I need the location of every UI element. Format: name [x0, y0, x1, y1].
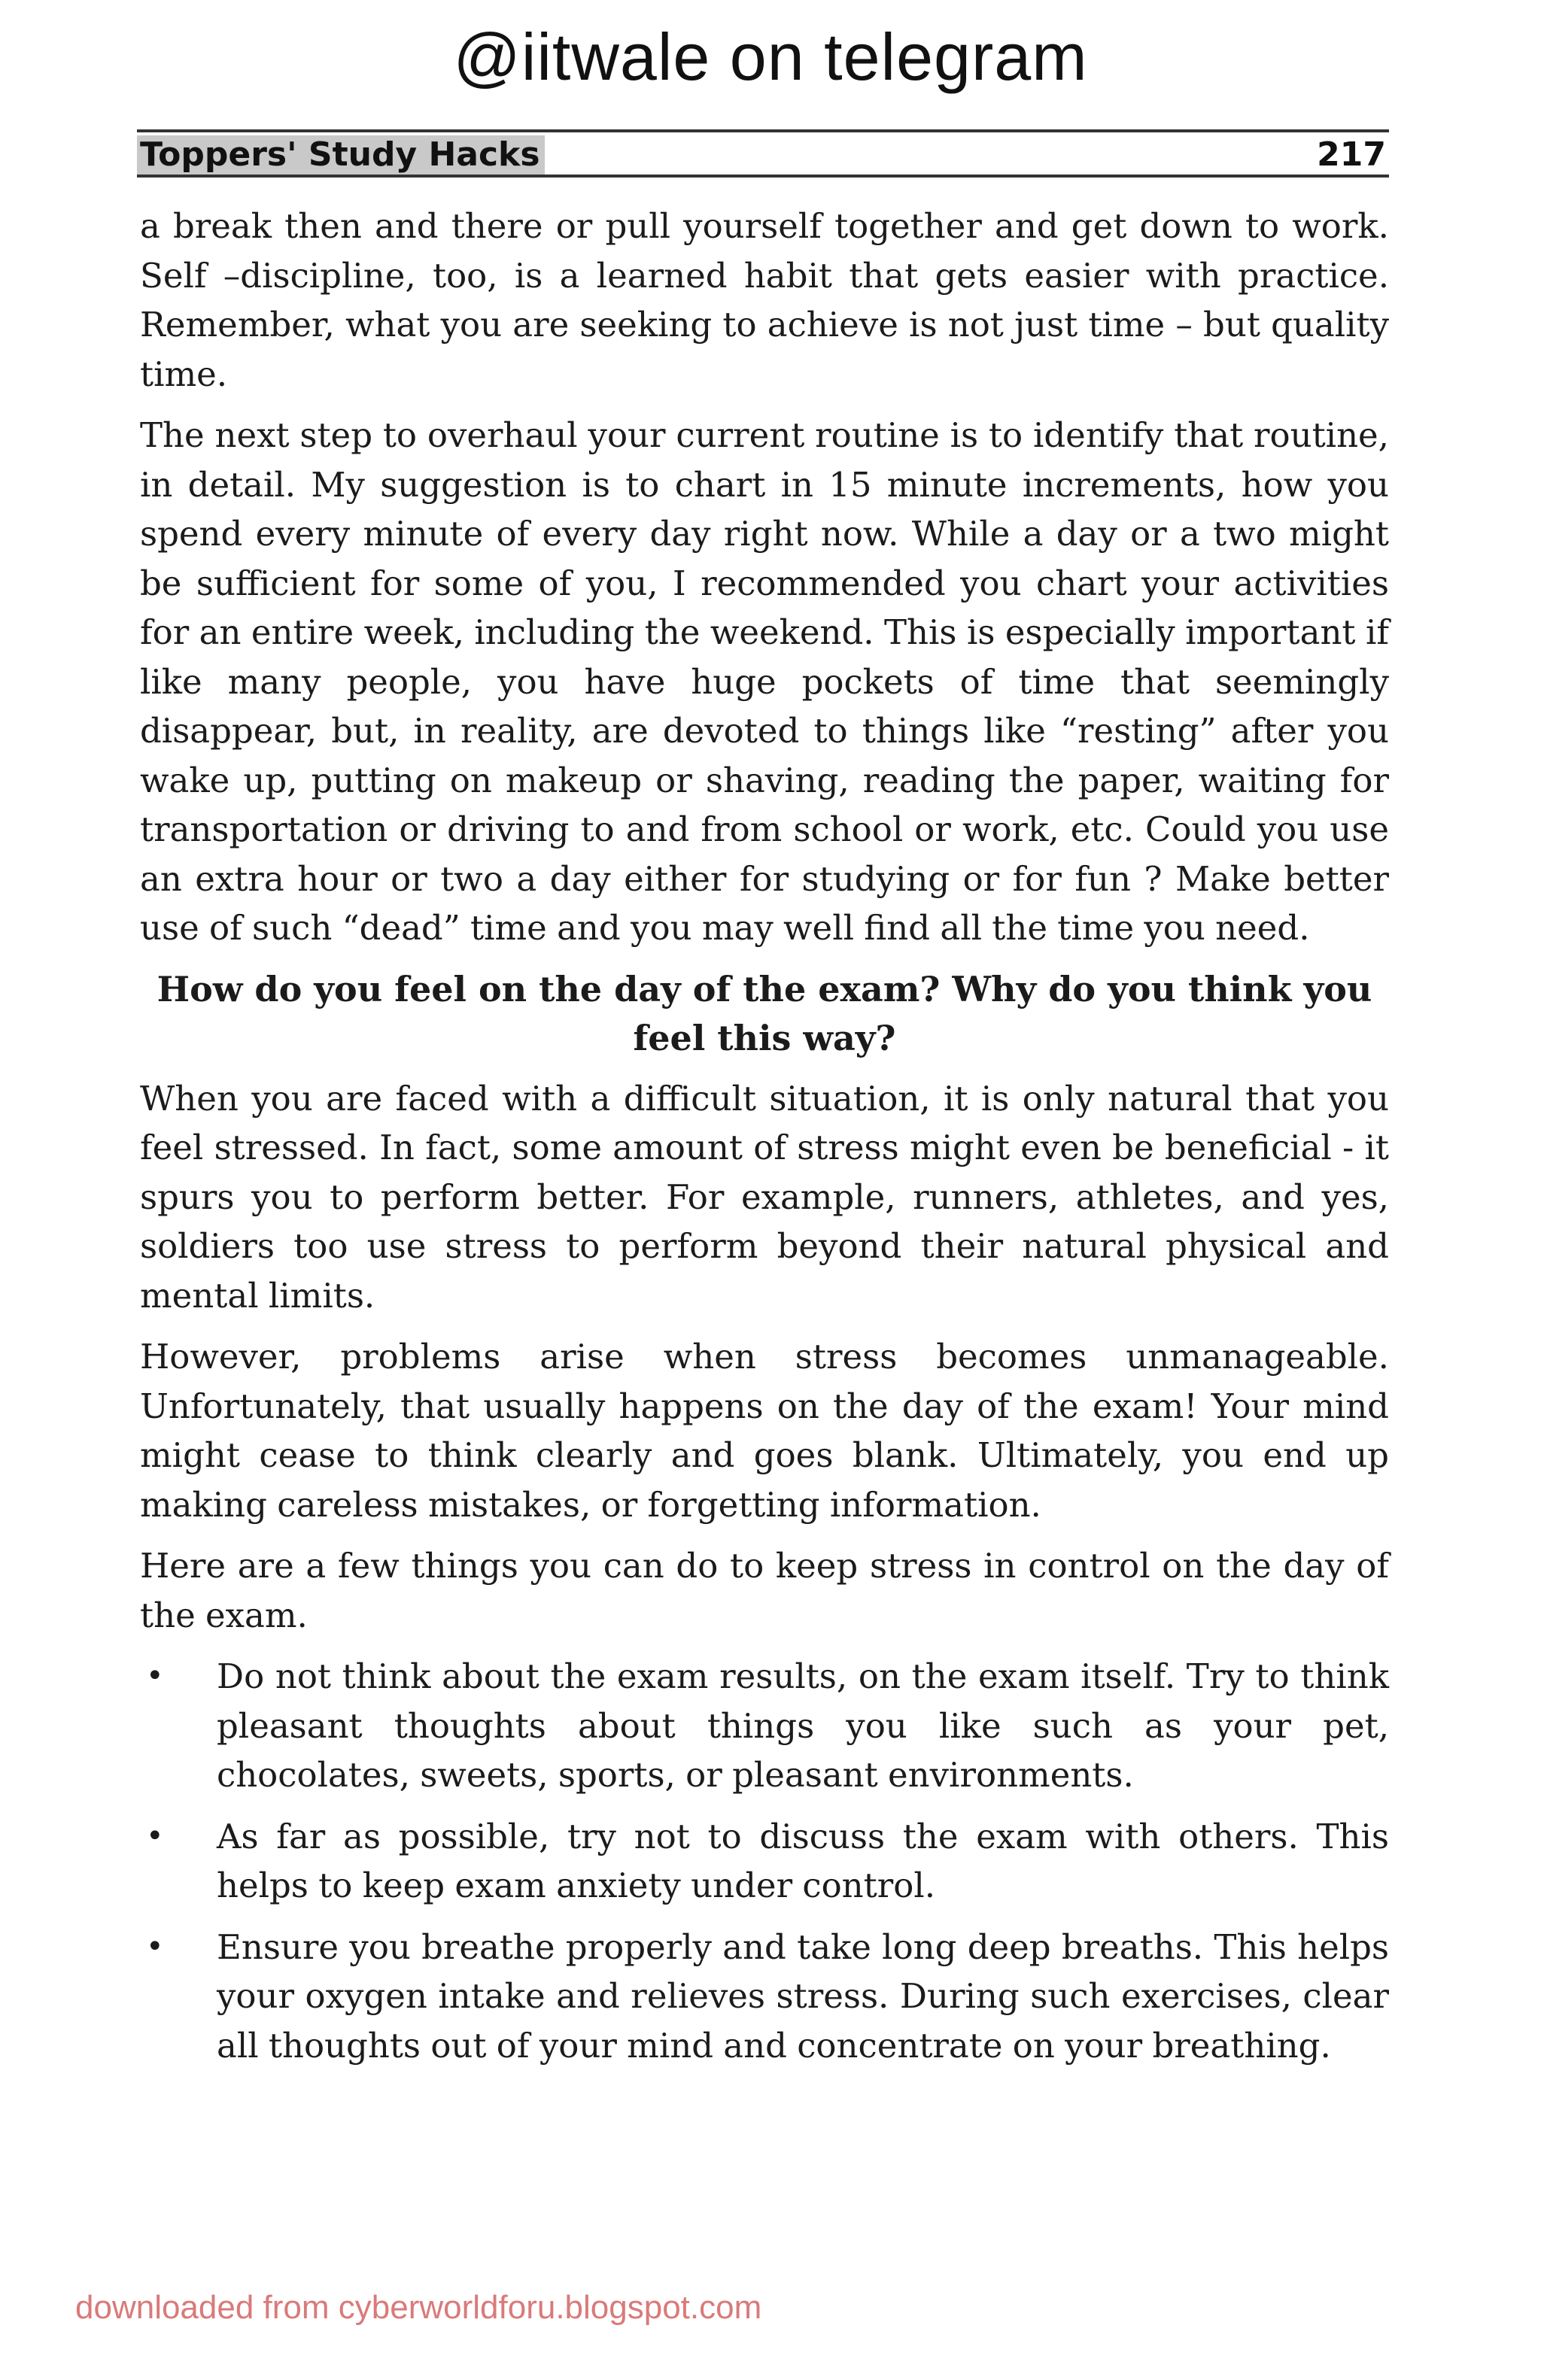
list-item-text: Do not think about the exam results, on the exam itself. Try to think pleasant thoughts about things you like such as your pet, chocolates, sweets, sports, or pleasant environments.: [217, 1656, 1389, 1795]
paragraph: The next step to overhaul your current routine is to identify that routine, in detail. My suggestion is to chart in 15 minute increments, how you spend every minute of every day right now. While a day or a two might be sufficient for some of you, I recommended you chart your activities for an entire week, including the weekend. This is especially important if like many people, you have huge pockets of time that seemingly disappear, but, in reality, are devoted to things like “resting” after you wake up, putting on makeup or shaving, reading the paper, waiting for transportation or driving to and from school or work, etc. Could you use an extra hour or two a day either for studying or for fun ? Make better use of such “dead” time and you may well find all the time you need.: [140, 415, 1389, 948]
paragraph: When you are faced with a difficult situation, it is only natural that you feel stressed. In fact, some amount of stress might even be beneficial - it spurs you to perform better. For example, runners, athletes, and yes, soldiers too use stress to perform beyond their natural physical and mental limits.: [140, 1078, 1389, 1316]
bullet-icon: •: [146, 1818, 164, 1853]
bullet-icon: •: [146, 1929, 164, 1964]
paragraph: Here are a few things you can do to keep stress in control on the day of the exam.: [140, 1546, 1389, 1635]
list-item-text: As far as possible, try not to discuss the exam with others. This helps to keep exam anxiety under control.: [217, 1816, 1389, 1905]
section-heading: How do you feel on the day of the exam? Why do you think you feel this way?: [157, 968, 1372, 1058]
paragraph: However, problems arise when stress becomes unmanageable. Unfortunately, that usually happens on the day of the exam! Your mind might cease to think clearly and goes blank. Ultimately, you end up making careless mistakes, or forgetting information.: [140, 1337, 1389, 1525]
telegram-watermark: @iitwale on telegram: [453, 20, 1088, 94]
page-number: 217: [1317, 135, 1386, 174]
paragraph: a break then and there or pull yourself together and get down to work. Self –discipline, too, is a learned habit that gets easier with practice. Remember, what you are seeking to achieve is not just time – but quality time.: [140, 206, 1389, 394]
list-item: [140, 1812, 1389, 1911]
list-item: [140, 1923, 1389, 2071]
list-item: [140, 1652, 1389, 1800]
list-item-text: Ensure you breathe properly and take long deep breaths. This helps your oxygen intake and relieves stress. During such exercises, clear all thoughts out of your mind and concentrate on your breathing.: [217, 1926, 1389, 2066]
running-title: Toppers' Study Hacks: [137, 135, 545, 175]
download-source-watermark: downloaded from cyberworldforu.blogspot.com: [75, 2289, 762, 2326]
stress-tips-list: [140, 1652, 1389, 2070]
bullet-icon: •: [146, 1659, 164, 1693]
page-body: [140, 202, 1389, 2082]
running-header: [137, 129, 1389, 178]
